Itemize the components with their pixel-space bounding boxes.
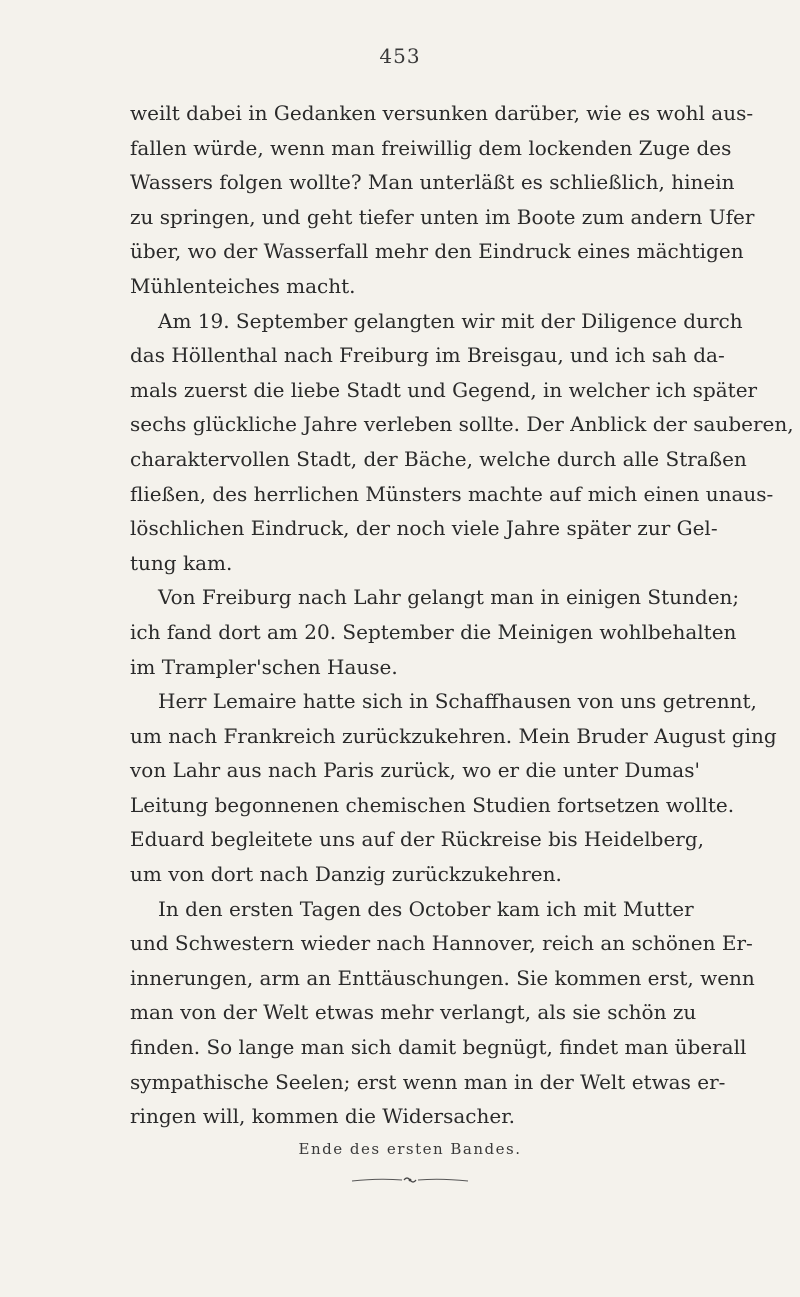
text-line: man von der Welt etwas mehr verlangt, als sie schön zu [130, 1000, 697, 1025]
text-line: In den ersten Tagen des October kam ich mit Mutter [158, 896, 694, 921]
text-line: Mühlenteiches macht. [130, 273, 356, 298]
text-line: Von Freiburg nach Lahr gelangt man in einigen Stunden; [158, 585, 740, 610]
text-line: von Lahr aus nach Paris zurück, wo er die unter Dumas' [130, 758, 700, 783]
text-line: sympathische Seelen; erst wenn man in der Welt etwas er- [130, 1069, 726, 1094]
ornament-divider-icon [350, 1174, 470, 1186]
paragraph [130, 96, 755, 304]
paragraph [130, 892, 755, 1134]
text-line: fallen würde, wenn man freiwillig dem lockenden Zuge des [130, 135, 732, 160]
text-line: Herr Lemaire hatte sich in Schaffhausen von uns getrennt, [158, 689, 757, 714]
text-line: charaktervollen Stadt, der Bäche, welche durch alle Straßen [130, 446, 747, 471]
text-line: ringen will, kommen die Widersacher. [130, 1104, 515, 1129]
text-line: zu springen, und geht tiefer unten im Boote zum andern Ufer [130, 204, 755, 229]
text-line: um von dort nach Danzig zurückzukehren. [130, 862, 562, 887]
text-line: ich fand dort am 20. September die Meinigen wohlbehalten [130, 619, 737, 644]
text-line: Leitung begonnenen chemischen Studien fortsetzen wollte. [130, 792, 735, 817]
text-line: Eduard begleitete uns auf der Rückreise bis Heidelberg, [130, 827, 705, 852]
text-line: im Trampler'schen Hause. [130, 654, 398, 679]
text-line: tung kam. [130, 550, 233, 575]
body-text [130, 96, 794, 1186]
text-line: und Schwestern wieder nach Hannover, reich an schönen Er- [130, 931, 753, 956]
page-number: 453 [379, 44, 421, 68]
text-line: sechs glückliche Jahre verleben sollte. Der Anblick der sauberen, [130, 412, 794, 437]
text-line: fließen, des herrlichen Münsters machte auf mich einen unaus- [130, 481, 774, 506]
text-line: Wassers folgen wollte? Man unterläßt es schließlich, hinein [130, 170, 735, 195]
paragraph [130, 580, 740, 684]
text-line: Am 19. September gelangten wir mit der Diligence durch [158, 308, 743, 333]
text-line: finden. So lange man sich damit begnügt, findet man überall [130, 1035, 747, 1060]
text-line: mals zuerst die liebe Stadt und Gegend, in welcher ich später [130, 377, 758, 402]
end-of-volume-note: Ende des ersten Bandes. [298, 1139, 522, 1158]
text-line: über, wo der Wasserfall mehr den Eindruck eines mächtigen [130, 239, 744, 264]
text-line: weilt dabei in Gedanken versunken darüber, wie es wohl aus- [130, 101, 754, 125]
text-line: löschlichen Eindruck, der noch viele Jahre später zur Gel- [130, 516, 718, 541]
text-line: innerungen, arm an Enttäuschungen. Sie kommen erst, wenn [130, 965, 755, 990]
text-line: um nach Frankreich zurückzukehren. Mein Bruder August ging [130, 723, 777, 748]
text-line: das Höllenthal nach Freiburg im Breisgau, und ich sah da- [130, 343, 725, 368]
paragraph [130, 684, 777, 892]
paragraph [130, 304, 794, 581]
